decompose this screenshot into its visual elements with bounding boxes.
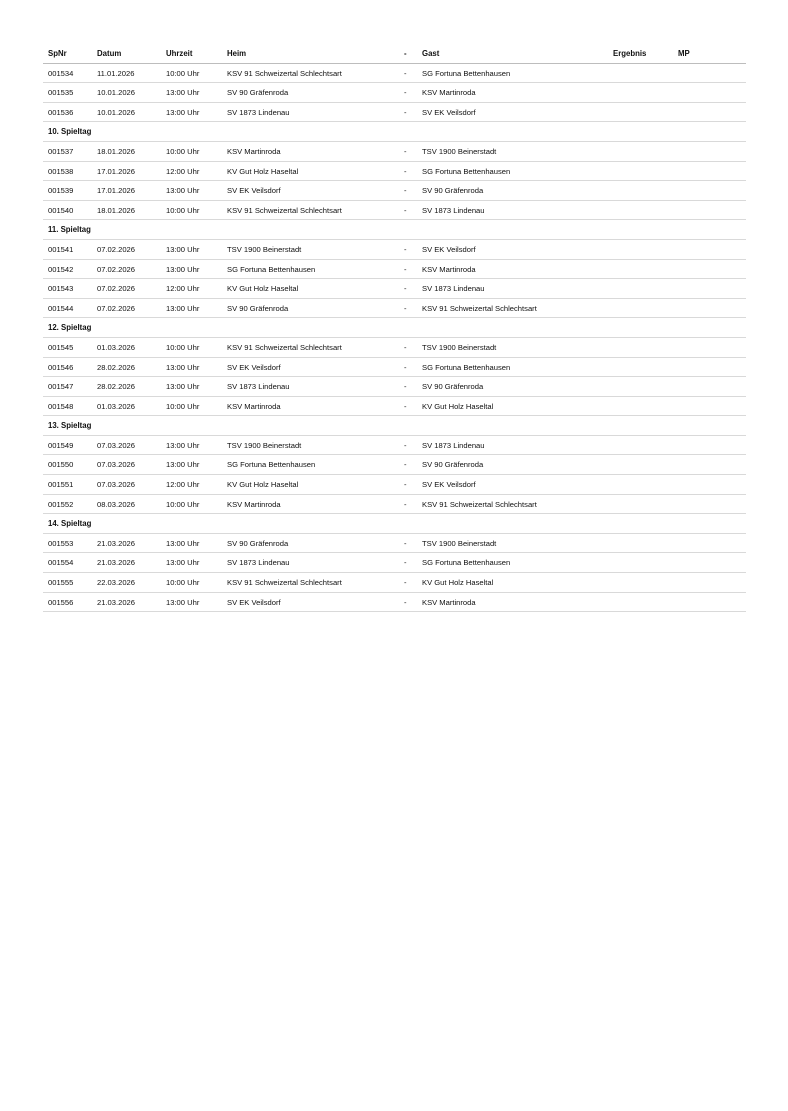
- header-mp: MP: [678, 49, 690, 58]
- cell-heim: SV 90 Gräfenroda: [227, 538, 289, 548]
- matchday-header: [43, 514, 746, 534]
- cell-uhrzeit: 13:00 Uhr: [166, 244, 200, 254]
- cell-separator: -: [404, 558, 407, 568]
- cell-gast: SG Fortuna Bettenhausen: [422, 362, 511, 372]
- cell-heim: TSV 1900 Beinerstadt: [227, 244, 302, 254]
- cell-gast: KSV 91 Schweizertal Schlechtsart: [422, 303, 537, 313]
- cell-heim: KSV Martinroda: [227, 499, 281, 509]
- table-row: [43, 436, 746, 456]
- cell-gast: SV 1873 Lindenau: [422, 284, 485, 294]
- cell-gast: TSV 1900 Beinerstadt: [422, 538, 497, 548]
- table-row: [43, 83, 746, 103]
- cell-separator: -: [404, 401, 407, 411]
- cell-uhrzeit: 13:00 Uhr: [166, 362, 200, 372]
- cell-separator: -: [404, 460, 407, 470]
- cell-separator: -: [404, 382, 407, 392]
- cell-heim: SV 1873 Lindenau: [227, 558, 290, 568]
- cell-heim: KSV 91 Schweizertal Schlechtsart: [227, 578, 342, 588]
- cell-heim: SV EK Veilsdorf: [227, 186, 281, 196]
- cell-gast: SV 1873 Lindenau: [422, 205, 485, 215]
- cell-datum: 07.02.2026: [97, 303, 136, 313]
- cell-datum: 10.01.2026: [97, 88, 136, 98]
- header-gast: Gast: [422, 49, 440, 58]
- table-row: [43, 201, 746, 221]
- cell-uhrzeit: 13:00 Uhr: [166, 538, 200, 548]
- cell-uhrzeit: 10:00 Uhr: [166, 578, 200, 588]
- cell-separator: -: [404, 244, 407, 254]
- cell-heim: SV EK Veilsdorf: [227, 362, 281, 372]
- cell-datum: 22.03.2026: [97, 578, 136, 588]
- cell-gast: KSV 91 Schweizertal Schlechtsart: [422, 499, 537, 509]
- cell-separator: -: [404, 264, 407, 274]
- cell-spnr: 001550: [48, 460, 74, 470]
- cell-uhrzeit: 12:00 Uhr: [166, 166, 200, 176]
- header-ergebnis: Ergebnis: [613, 49, 647, 58]
- cell-datum: 17.01.2026: [97, 166, 136, 176]
- cell-spnr: 001547: [48, 382, 74, 392]
- table-row: [43, 162, 746, 182]
- matchday-header: [43, 416, 746, 436]
- cell-datum: 07.02.2026: [97, 264, 136, 274]
- table-row: [43, 593, 746, 613]
- cell-spnr: 001543: [48, 284, 74, 294]
- cell-spnr: 001553: [48, 538, 74, 548]
- cell-uhrzeit: 13:00 Uhr: [166, 597, 200, 607]
- cell-separator: -: [404, 205, 407, 215]
- table-body: [43, 64, 746, 613]
- cell-heim: SV 90 Gräfenroda: [227, 303, 289, 313]
- header-datum: Datum: [97, 49, 122, 58]
- cell-separator: -: [404, 303, 407, 313]
- cell-heim: SV 90 Gräfenroda: [227, 88, 289, 98]
- cell-datum: 08.03.2026: [97, 499, 136, 509]
- cell-separator: -: [404, 146, 407, 156]
- cell-separator: -: [404, 186, 407, 196]
- cell-uhrzeit: 13:00 Uhr: [166, 107, 200, 117]
- cell-spnr: 001534: [48, 68, 74, 78]
- table-row: [43, 279, 746, 299]
- cell-datum: 21.03.2026: [97, 597, 136, 607]
- cell-separator: -: [404, 284, 407, 294]
- cell-uhrzeit: 12:00 Uhr: [166, 284, 200, 294]
- cell-gast: KV Gut Holz Haseltal: [422, 578, 494, 588]
- cell-datum: 10.01.2026: [97, 107, 136, 117]
- cell-uhrzeit: 13:00 Uhr: [166, 460, 200, 470]
- cell-spnr: 001552: [48, 499, 74, 509]
- cell-uhrzeit: 12:00 Uhr: [166, 480, 200, 490]
- table-row: [43, 338, 746, 358]
- header-spnr: SpNr: [48, 49, 67, 58]
- cell-datum: 07.03.2026: [97, 440, 136, 450]
- cell-spnr: 001537: [48, 146, 74, 156]
- cell-gast: SV EK Veilsdorf: [422, 244, 476, 254]
- table-row: [43, 358, 746, 378]
- cell-spnr: 001545: [48, 342, 74, 352]
- cell-heim: KV Gut Holz Haseltal: [227, 284, 299, 294]
- cell-spnr: 001556: [48, 597, 74, 607]
- cell-uhrzeit: 10:00 Uhr: [166, 342, 200, 352]
- cell-gast: SV EK Veilsdorf: [422, 480, 476, 490]
- cell-heim: SG Fortuna Bettenhausen: [227, 460, 316, 470]
- matchday-label: 12. Spieltag: [48, 323, 92, 333]
- cell-datum: 21.03.2026: [97, 558, 136, 568]
- cell-datum: 07.03.2026: [97, 480, 136, 490]
- cell-uhrzeit: 13:00 Uhr: [166, 382, 200, 392]
- table-row: [43, 240, 746, 260]
- cell-heim: SV EK Veilsdorf: [227, 597, 281, 607]
- cell-separator: -: [404, 440, 407, 450]
- table-row: [43, 64, 746, 84]
- cell-uhrzeit: 10:00 Uhr: [166, 205, 200, 215]
- cell-separator: -: [404, 597, 407, 607]
- cell-datum: 01.03.2026: [97, 401, 136, 411]
- cell-gast: TSV 1900 Beinerstadt: [422, 342, 497, 352]
- cell-gast: SV 90 Gräfenroda: [422, 382, 484, 392]
- cell-heim: KSV 91 Schweizertal Schlechtsart: [227, 205, 342, 215]
- header-separator: -: [404, 49, 407, 58]
- cell-gast: SV 90 Gräfenroda: [422, 186, 484, 196]
- cell-heim: TSV 1900 Beinerstadt: [227, 440, 302, 450]
- matchday-label: 10. Spieltag: [48, 127, 92, 137]
- cell-spnr: 001535: [48, 88, 74, 98]
- cell-heim: KSV Martinroda: [227, 401, 281, 411]
- cell-spnr: 001548: [48, 401, 74, 411]
- cell-gast: SG Fortuna Bettenhausen: [422, 68, 511, 78]
- matchday-label: 11. Spieltag: [48, 225, 91, 235]
- cell-gast: SV 1873 Lindenau: [422, 440, 485, 450]
- cell-datum: 11.01.2026: [97, 68, 135, 78]
- table-row: [43, 475, 746, 495]
- cell-uhrzeit: 13:00 Uhr: [166, 88, 200, 98]
- table-row: [43, 299, 746, 319]
- cell-uhrzeit: 13:00 Uhr: [166, 186, 200, 196]
- table-row: [43, 553, 746, 573]
- cell-heim: KV Gut Holz Haseltal: [227, 166, 299, 176]
- header-heim: Heim: [227, 49, 247, 58]
- cell-gast: SG Fortuna Bettenhausen: [422, 166, 511, 176]
- cell-uhrzeit: 13:00 Uhr: [166, 440, 200, 450]
- cell-separator: -: [404, 538, 407, 548]
- cell-separator: -: [404, 499, 407, 509]
- cell-heim: SG Fortuna Bettenhausen: [227, 264, 316, 274]
- cell-gast: TSV 1900 Beinerstadt: [422, 146, 497, 156]
- cell-heim: KV Gut Holz Haseltal: [227, 480, 299, 490]
- cell-uhrzeit: 10:00 Uhr: [166, 146, 200, 156]
- cell-datum: 07.03.2026: [97, 460, 136, 470]
- cell-gast: KV Gut Holz Haseltal: [422, 401, 494, 411]
- cell-heim: KSV 91 Schweizertal Schlechtsart: [227, 68, 342, 78]
- cell-uhrzeit: 13:00 Uhr: [166, 303, 200, 313]
- cell-spnr: 001538: [48, 166, 74, 176]
- cell-heim: SV 1873 Lindenau: [227, 107, 290, 117]
- matchday-header: [43, 220, 746, 240]
- cell-heim: SV 1873 Lindenau: [227, 382, 290, 392]
- cell-spnr: 001539: [48, 186, 74, 196]
- cell-spnr: 001536: [48, 107, 74, 117]
- cell-datum: 07.02.2026: [97, 284, 136, 294]
- table-row: [43, 397, 746, 417]
- table-row: [43, 260, 746, 280]
- cell-gast: KSV Martinroda: [422, 597, 476, 607]
- cell-separator: -: [404, 362, 407, 372]
- cell-spnr: 001542: [48, 264, 74, 274]
- cell-uhrzeit: 10:00 Uhr: [166, 401, 200, 411]
- cell-spnr: 001546: [48, 362, 74, 372]
- cell-uhrzeit: 13:00 Uhr: [166, 558, 200, 568]
- cell-spnr: 001549: [48, 440, 74, 450]
- table-row: [43, 181, 746, 201]
- cell-heim: KSV Martinroda: [227, 146, 281, 156]
- cell-gast: KSV Martinroda: [422, 88, 476, 98]
- cell-datum: 01.03.2026: [97, 342, 136, 352]
- cell-spnr: 001554: [48, 558, 74, 568]
- cell-spnr: 001551: [48, 480, 74, 490]
- cell-datum: 28.02.2026: [97, 382, 136, 392]
- cell-gast: SV EK Veilsdorf: [422, 107, 476, 117]
- cell-heim: KSV 91 Schweizertal Schlechtsart: [227, 342, 342, 352]
- cell-spnr: 001555: [48, 578, 74, 588]
- cell-spnr: 001541: [48, 244, 74, 254]
- matchday-label: 13. Spieltag: [48, 421, 92, 431]
- cell-uhrzeit: 10:00 Uhr: [166, 68, 200, 78]
- cell-datum: 28.02.2026: [97, 362, 136, 372]
- table-row: [43, 103, 746, 123]
- cell-gast: SG Fortuna Bettenhausen: [422, 558, 511, 568]
- table-header: [43, 44, 746, 64]
- cell-separator: -: [404, 107, 407, 117]
- matchday-label: 14. Spieltag: [48, 519, 92, 529]
- cell-uhrzeit: 13:00 Uhr: [166, 264, 200, 274]
- table-row: [43, 534, 746, 554]
- cell-gast: KSV Martinroda: [422, 264, 476, 274]
- cell-datum: 18.01.2026: [97, 205, 136, 215]
- table-row: [43, 495, 746, 515]
- cell-separator: -: [404, 68, 407, 78]
- cell-separator: -: [404, 166, 407, 176]
- cell-spnr: 001544: [48, 303, 74, 313]
- cell-gast: SV 90 Gräfenroda: [422, 460, 484, 470]
- cell-separator: -: [404, 578, 407, 588]
- cell-spnr: 001540: [48, 205, 74, 215]
- table-row: [43, 142, 746, 162]
- cell-datum: 07.02.2026: [97, 244, 136, 254]
- cell-datum: 21.03.2026: [97, 538, 136, 548]
- cell-datum: 17.01.2026: [97, 186, 136, 196]
- schedule-table: [43, 44, 746, 612]
- table-row: [43, 573, 746, 593]
- cell-separator: -: [404, 342, 407, 352]
- cell-separator: -: [404, 88, 407, 98]
- header-uhrzeit: Uhrzeit: [166, 49, 193, 58]
- table-row: [43, 377, 746, 397]
- matchday-header: [43, 318, 746, 338]
- matchday-header: [43, 122, 746, 142]
- cell-separator: -: [404, 480, 407, 490]
- cell-uhrzeit: 10:00 Uhr: [166, 499, 200, 509]
- table-row: [43, 455, 746, 475]
- cell-datum: 18.01.2026: [97, 146, 136, 156]
